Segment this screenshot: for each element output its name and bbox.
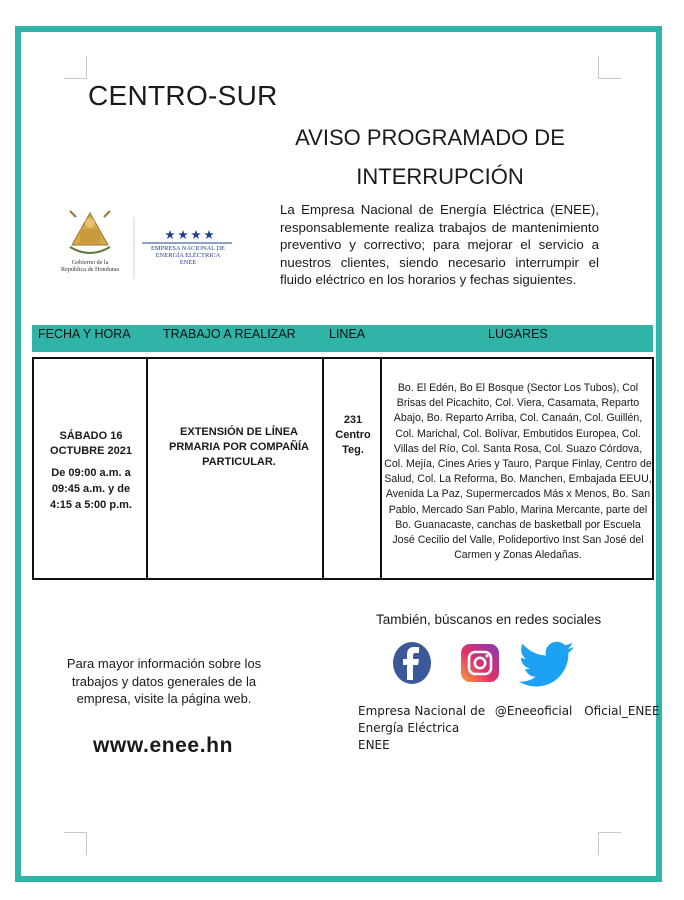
coat-of-arms-icon <box>70 211 110 253</box>
social-handles <box>358 703 660 754</box>
enee-name-line2: ENERGÍA ELÉCTRICA <box>155 252 221 259</box>
cell-date-time <box>42 429 140 513</box>
twitter-handle[interactable]: Oficial_ENEE <box>584 704 660 718</box>
cell-places: Bo. El Edén, Bo El Bosque (Sector Los Tubos), Col Brisas del Picachito, Col. Viera, Casamata, Reparto Abajo, Bo. Reparto Arriba, Col. Canaán, Col. Guillén, Col. Marichal, Col. Bolívar, Embutidos Europea, Col. Villas del Río, Col. Santa Rosa, Col. Suazo Córdova, Col. Mejía, Cines Aries y Tauro, Parque Finlay, Centro de Salud, Col. La Reforma, Bo. Manchen, Embajada EEUU, Avenida La Paz, Supermercados Más x Menos, Bo. San Pablo, Mercado San Pablo, Marina Mercante, parte del Bo. Guanacaste, canchas de basketball por Escuela José Cecilio del Valle, Polideportivo Inst San José del Carmen y Zonas Aledañas. <box>384 382 652 562</box>
line-city: Teg. <box>342 444 364 456</box>
enee-name-line1: EMPRESA NACIONAL DE <box>151 245 225 252</box>
social-title: También, búscanos en redes sociales <box>376 612 602 627</box>
line-name: Centro <box>335 429 371 441</box>
crop-mark-top-left <box>64 56 87 79</box>
header-line: LINEA <box>329 327 366 341</box>
line-number: 231 <box>343 414 363 426</box>
header-work: TRABAJO A REALIZAR <box>163 327 296 341</box>
facebook-name-line3: ENEE <box>358 738 390 752</box>
header-date: FECHA Y HORA <box>38 327 131 341</box>
region-title: CENTRO-SUR <box>88 80 278 111</box>
cell-work: EXTENSIÓN DE LÍNEA PRMARIA POR COMPAÑÍA PARTICULAR. <box>169 426 309 468</box>
notice-title-line2: INTERRUPCIÓN <box>356 164 524 189</box>
column-divider <box>322 359 324 578</box>
column-divider <box>380 359 382 578</box>
enee-logo <box>42 187 262 305</box>
table-header <box>32 325 653 352</box>
facebook-icon[interactable] <box>392 641 432 685</box>
column-divider <box>146 359 148 578</box>
crop-mark-top-right <box>598 56 621 79</box>
outage-time: De 09:00 a.m. a 09:45 a.m. y de 4:15 a 5:00 p.m. <box>50 467 132 511</box>
facebook-name-line2: Energía Eléctrica <box>358 721 460 735</box>
outage-date: SÁBADO 16 OCTUBRE 2021 <box>50 430 132 457</box>
website-link[interactable]: www.enee.hn <box>92 734 233 757</box>
more-info-text: Para mayor información sobre los trabajos y datos generales de la empresa, visite la página web. <box>66 656 262 706</box>
header-places: LUGARES <box>488 327 548 341</box>
twitter-icon[interactable] <box>516 641 576 687</box>
facebook-name-line1[interactable]: Empresa Nacional de <box>358 704 486 718</box>
enee-stars-icon <box>165 230 214 239</box>
gov-name-line2: República de Honduras <box>60 266 120 273</box>
gov-name-line1: Gobierno de la <box>71 259 109 266</box>
intro-paragraph: La Empresa Nacional de Energía Eléctrica (ENEE), responsablemente realiza trabajos de mantenimiento preventivo y correctivo; para mejorar el servicio a nuestros clientes, siendo necesario interrumpir el fluido eléctrico en los horarios y fechas siguientes. <box>280 202 599 287</box>
crop-mark-bottom-left <box>64 832 87 855</box>
enee-name-line3: ENEE <box>179 259 197 266</box>
crop-mark-bottom-right <box>598 832 621 855</box>
notice-title-line1: AVISO PROGRAMADO DE <box>295 125 565 150</box>
outage-table <box>32 357 654 580</box>
instagram-icon[interactable] <box>460 643 500 683</box>
cell-line <box>326 413 380 458</box>
instagram-handle[interactable]: @Eneeoficial <box>494 704 573 718</box>
